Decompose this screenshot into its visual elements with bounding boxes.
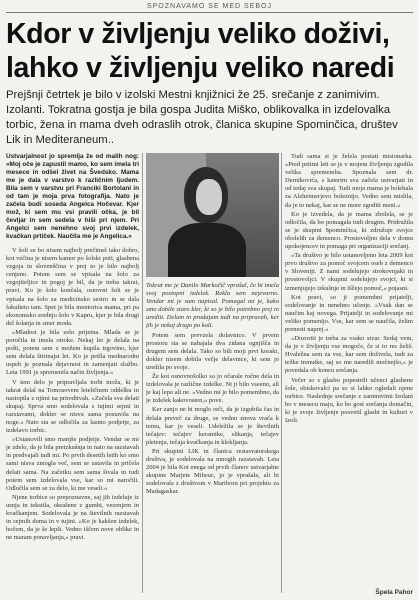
photo-figure-face [196,179,222,215]
column-2 [146,282,279,600]
photo-figure-body [168,223,246,277]
author-byline: Špela Pahor [375,589,413,596]
body-paragraph: Tudi sama si je želela postati misionarka. »Pred petimi leti se je v mojem življenju zgodila velika sprememba. Spoznala sem dr. Dernikovića, s katerim sva začela ustvarjati in od tedaj sva skupaj. Tudi moja mama je bolehala za Alzheimerjevo boleznijo. Vedno sem mislila, da je to nekaj, kar se ne more zgoditi meni.« [285,153,413,209]
article-lead: Prejšnji četrtek je bilo v izolski Mestni knjižnici že 25. srečanje z zanimivim. Izolanti. Tokratna gostja je bila gospa Judita Miško, oblikovalka in izdelovalka torbic, žena in mama dveh odraslih otrok, članica skupine Spominčica, društev Lik in Mediteraneum.. [6,89,398,146]
body-paragraph: Ker zanjo ne bi moglo reči, da je izgubila čas in delala preveč za druge, se vedno znova vrača k temu, kar jo veseli. Udeležila se je številnih tečajev: tečajev keramike, slikanja, tečajev pletenja, tečaja kvačkanja in klekljanja. [146,406,279,446]
body-paragraph: Njene torbice so prepoznavne, saj jih izdeluje iz usnja in tekstila, okrašene z gumbi, vezenjem in kvačkanjem. Sodelovala je na številnih razstavah in sejmih doma in v tujini. »Ko je kakšen izdelek, hočem, da je še lepši. Vedno iščem nove oblike in ne maram ponavljanja,« pravi. [6,493,139,542]
column-divider [281,153,282,593]
body-paragraph: Večer so s glasbo popestrili učenci glasbene šole, obiskovalci pa so si lahko ogledali njene torbice. Naslednje srečanje z zanimivimi Izolani bo v mesecu maju, ko bo gost srečanja domačin, ki je svoje življenje posvetil glasbi in kulturi v Izoli. [285,376,413,424]
body-paragraph: »Mladost je bila zelo prijetna. Mlada se je poročila in imela otroke. Nekaj let je delala na pošti, potem sem z možem kupila trgovino, kjer sem delala štirinajst let. Ko je prišla mednarodni uspeh je poznala dejavnost in zamenjati službo. Leta 1991 je spremenila način življenja.« [6,328,139,377]
body-paragraph: »Dozoriti je treba za vsako stvar. Sedaj vem, da je v življenju vse mogoče, če si to res želiš. Hvaležna sem za vse, kar sem doživela, tudi za težke trenutke, saj so me naredili močnejšo,« je povedala ob koncu srečanja. [285,335,413,375]
body-paragraph: V tem delo je pripravljala torbi moža, ki je takrat delal na Tomosovem leteličnem oddelku in nastopila z njimi na prireditvah. »Začela sva delati skupaj. Sprva smo sodelovala s tujimi sejmi in razstavami, dokler se nisva sama postavila na noge.« Nato sta se odločila za lastno podjetje, za izdelavo torbic. [6,378,139,435]
body-paragraph: V šoli se bo nisem najbolj prečimel tako dobro, kot večina je nisem kamor po šolski poti, glasbena vzgoja in slovenščina v prej to je bilo najbolj cenjeno. Potem sem se vpisala na šolo za vzgojiteljice in pogoj je bil, da je treba takrat, pravi. Ko je šolo končala, osnovni šoli se je vpisala na šolo za medicinsko sestro in se dala fakulteto tam. Spet je bila mentorica mama, pri pa ekonomsko srednjo šolo v Kapru, kjer je bila drugi del šolanja in smer moda. [6,247,139,327]
body-paragraph: Kot pravi, so ji pomembni prijatelji, sodelovanje in nenehno učenje. »Vsak dan se naučim kaj novega. Prijatelji in sodelovanje mi veliko pomenijo. Vse, kar sem se naučila, želim prenesti naprej.« [285,293,413,333]
body-paragraph: Že kot osnovnošolko so jo očarale ročne dela in izdelovala je različne izdelke. Ni ji bilo vseeno, ali je kaj lepo ali ne. »Vedno mi je bilo pomembno, da je izdelek kakovosten,« pove. [146,373,279,405]
body-paragraph: »Ta društvo je bilo ustanovljeno leta 2009 kot prvo društvo za pomoč svojcem oseb z demenco v Sloveniji. Z nami sodelujejo strokovnjaki in prostovoljci. V skupini sodelujejo svojci, ki si izmenjujejo izkušnje in iščejo pomoč,« pojasni. [285,252,413,292]
photo-caption: Tokrat me je Danilo Markočič vprašal, če bi imela svoj postopni izdelek. Rekla sem nejevarno. Vendar mi je sam napisal. Pomagal mi je, kako smo dobile staro kler, ki so je bilo potrebno prej in urediti. Delam in prodajam tudi na pripravah, ker jih je nekaj drugo po koli. [146,282,279,330]
column-3 [285,153,413,585]
body-paragraph: »Ustanovili smo manjše podjetje. Vendar se mi je zdelo, da je bila preizkušnja in nato na razstavah in predvajali tudi mi. Po prvih desetih letih ko smo sami nisva zmogla več, sem se ustavila in pričela delati sama. Na začetku sem sama šivala in tudi potem sem izdelovala vse, kar so mi naročili. Odločila sem se za delo, ki me veseli.« [6,436,139,492]
article-headline: Kdor v življenju veliko doživi, lahko v življenju veliko naredi [6,18,395,84]
body-paragraph: Pri skupini LIK in članica restavratorskega društva, je sodelovala na mnogih razstavah. Leta 2004 je bila Kot enega od prvih članov ustvarjalne skupine Marjete Miheuc, jo je vprašala, ali bi sodelovala z društvom v Mariboru pri projektu za Madagaskar. [146,447,279,496]
top-rule [6,12,413,13]
column-divider [142,153,143,593]
body-paragraph: Ko je izvedela, da je mama zbolela, se je odločila, da bo pomagala tudi drugim. Pridružila se je skupini Spominčica, ki združuje svojce obolelih za demenco. Prostovoljno dela v domu upokojencev in pomaga pri organizaciji srečanj. [285,210,413,251]
body-paragraph: Potem sem prevzela dolavnico. V prvem prostoru sta se nahajala dva zidana ognjišča in drugem sem delala. Tako so bili moji prvi koraki, dokler nisem dobila večje delavnice, ki sem jo uredila po svoje. [146,331,279,371]
intro-quote: Ustvarjalnost jo spremlja že od malih nog: »Moj oče je zapustil mamo, ko sem imela tri mesece in odšel živet na Švedsko. Mama me je dala v varstvo k različnim ljudem. Bila sem v varstvu pri Franciki Bortolani in od tam je moja prva fotografija. Nato je začela budi soseda Angelca Hočevar. Kjer mož, ki sem mu vsi pravili očka, je bil čevljar in sem sedela v hiši pri njem. Pri Angelci sem nenehno svoj prvi izdelek, kvačkan prtiček. Naučila me je Angelica.« [6,153,139,240]
portrait-photo [146,153,279,277]
column-1 [6,153,139,593]
section-kicker: SPOZNAVAMO SE MED SEBOJ [146,3,273,10]
